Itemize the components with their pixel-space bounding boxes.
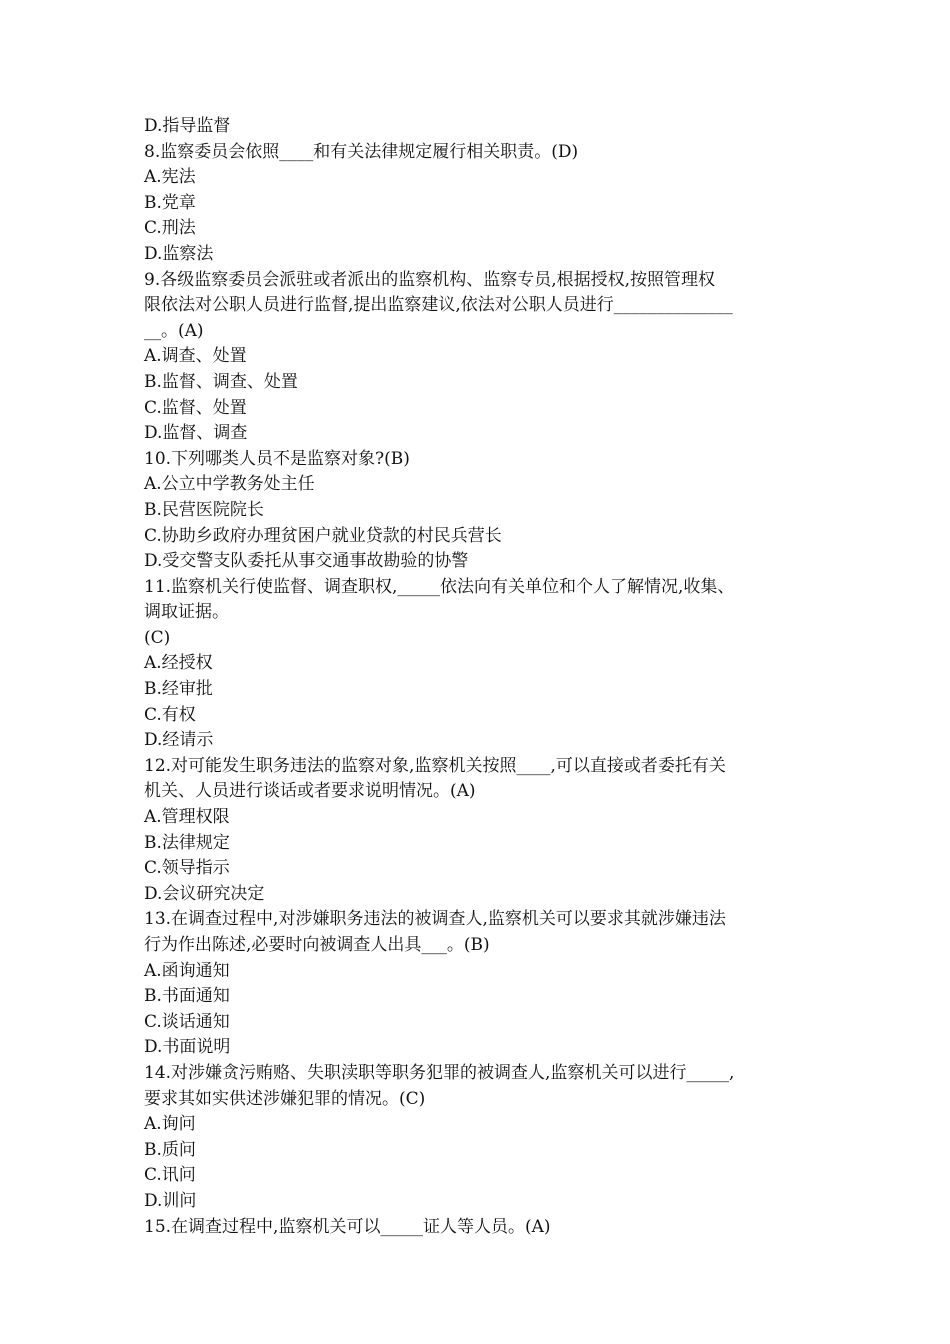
- question-line: 要求其如实供述涉嫌犯罪的情况。(C): [144, 1088, 426, 1109]
- option-line: B.法律规定: [144, 832, 230, 853]
- option-line: A.询问: [144, 1114, 196, 1135]
- option-line: D.受交警支队委托从事交通事故勘验的协警: [144, 551, 469, 572]
- question-line: 14.对涉嫌贪污贿赂、失职渎职等职务犯罪的被调查人,监察机关可以进行_____,: [144, 1062, 735, 1083]
- option-line: B.经审批: [144, 679, 213, 700]
- option-line: B.书面通知: [144, 986, 230, 1007]
- option-line: C.讯问: [144, 1165, 196, 1186]
- answer-line: (C): [144, 627, 171, 648]
- option-line: D.监督、调查: [144, 423, 248, 444]
- option-line: D.经请示: [144, 730, 214, 751]
- option-line: C.有权: [144, 704, 196, 725]
- question-line: 限依法对公职人员进行监督,提出监察建议,依法对公职人员进行______________: [144, 295, 733, 316]
- option-line: B.民营医院院长: [144, 499, 264, 520]
- question-line: 12.对可能发生职务违法的监察对象,监察机关按照____,可以直接或者委托有关: [144, 755, 726, 776]
- option-line: C.谈话通知: [144, 1011, 230, 1032]
- option-line: B.党章: [144, 192, 196, 213]
- option-line: D.会议研究决定: [144, 883, 265, 904]
- option-line: A.调查、处置: [144, 346, 247, 367]
- option-line: D.指导监督: [144, 116, 231, 136]
- document-page: [144, 114, 812, 1240]
- option-line: B.监督、调查、处置: [144, 371, 298, 392]
- question-line: 9.各级监察委员会派驻或者派出的监察机构、监察专员,根据授权,按照管理权: [144, 269, 716, 290]
- option-line: A.经授权: [144, 653, 213, 674]
- question-line: 8.监察委员会依照____和有关法律规定履行相关职责。(D): [144, 141, 579, 162]
- option-line: C.协助乡政府办理贫困户就业贷款的村民兵营长: [144, 525, 502, 546]
- option-line: A.函询通知: [144, 960, 230, 981]
- option-line: C.领导指示: [144, 858, 230, 879]
- question-line: 15.在调查过程中,监察机关可以_____证人等人员。(A): [144, 1216, 551, 1237]
- option-line: C.监督、处置: [144, 397, 247, 418]
- question-line: 行为作出陈述,必要时向被调查人出具___。(B): [144, 935, 490, 955]
- option-line: D.监察法: [144, 243, 214, 264]
- question-line: 10.下列哪类人员不是监察对象?(B): [144, 448, 410, 469]
- option-line: D.训问: [144, 1190, 197, 1211]
- question-line: 11.监察机关行使监督、调查职权,_____依法向有关单位和个人了解情况,收集、: [144, 576, 735, 597]
- option-line: A.管理权限: [144, 807, 230, 828]
- option-line: D.书面说明: [144, 1037, 231, 1058]
- option-line: A.宪法: [144, 167, 196, 188]
- option-line: C.刑法: [144, 218, 196, 239]
- option-line: B.质问: [144, 1139, 196, 1160]
- option-line: A.公立中学教务处主任: [144, 474, 315, 495]
- question-line: 机关、人员进行谈话或者要求说明情况。(A): [144, 781, 476, 802]
- question-line: __。(A): [144, 320, 204, 341]
- question-line: 调取证据。: [144, 602, 229, 623]
- question-line: 13.在调查过程中,对涉嫌职务违法的被调查人,监察机关可以要求其就涉嫌违法: [144, 909, 726, 930]
